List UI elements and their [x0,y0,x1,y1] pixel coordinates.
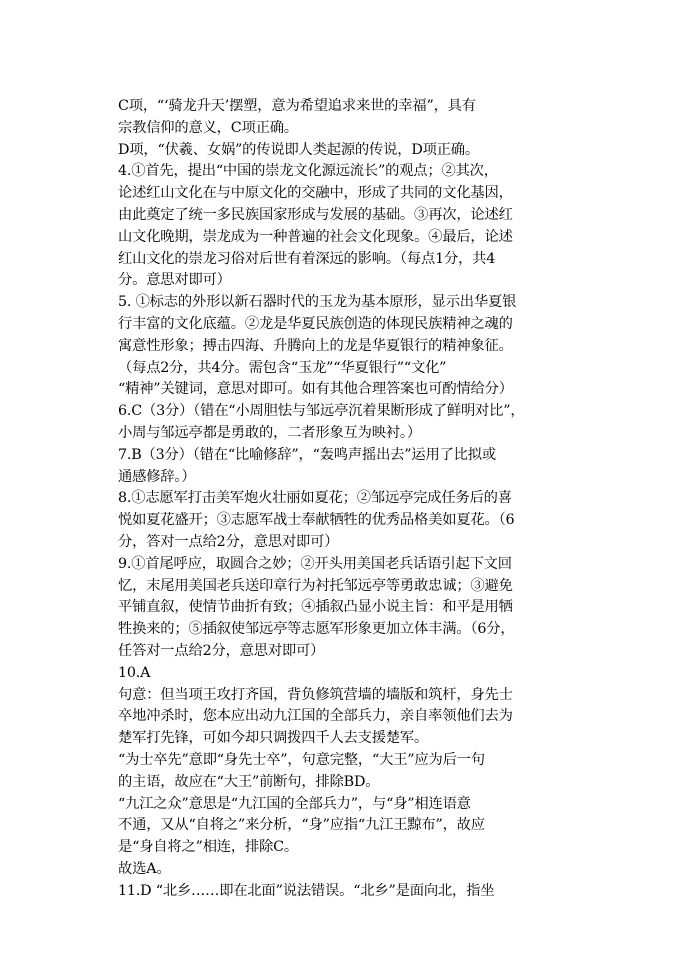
text-line: 小周与邹远亭都是勇敢的，二者形象互为映衬。） [118,424,421,441]
text-line: 分，答对一点给2分，意思对即可） [118,533,339,550]
text-line: 不通，又从“自将之”来分析，“身”应指“九江王黥布”，故应 [118,817,485,834]
text-line: 11.D “北乡……即在北面”说法错误。“北乡”是面向北，指坐 [118,882,495,899]
text-line: 5. ①标志的外形以新石器时代的玉龙为基本原形，显示出华夏银 [118,294,517,311]
text-line: C项，“‘骑龙升天’摆塑，意为希望追求来世的幸福”，具有 [118,98,476,114]
text-line: 任答对一点给2分，意思对即可） [118,642,325,659]
text-line: 4.①首先，提出“中国的崇龙文化源远流长”的观点；②其次， [118,163,498,180]
text-line: 宗教信仰的意义，C项正确。 [118,119,298,136]
text-line: 山文化晚期，崇龙成为一种普遍的社会文化现象。④最后，论述 [118,228,513,245]
text-line: 8.①志愿军打击美军炮火壮丽如夏花；②邹远亭完成任务后的喜 [118,490,512,507]
text-line: （每点2分，共4分。需包含“玉龙”“华夏银行”“文化” [118,359,447,376]
text-line: 10.A [118,664,151,681]
text-line: 忆，末尾用美国老兵送印章行为衬托邹远亭等勇敢忠诚；③避免 [118,577,513,594]
text-line: 的主语，故应在“大王”前断句，排除BD。 [118,773,380,790]
text-line: 故选A。 [118,860,171,877]
text-line: 通感修辞。） [118,468,196,485]
text-line: D项，“伏羲、女娲”的传说即人类起源的传说，D项正确。 [118,141,479,158]
text-line: 楚军打先锋，可如今却只调拨四千人去支援楚军。 [118,730,429,747]
text-line: 是“身自将之”相连，排除C。 [118,839,299,856]
text-line: “精神”关键词，意思对即可。如有其他合理答案也可酌情给分） [118,381,513,398]
text-line: 寓意性形象；搏击四海、升腾向上的龙是华夏银行的精神象征。 [118,337,513,354]
text-line: 红山文化的崇龙习俗对后世有着深远的影响。（每点1分，共4 [118,250,496,267]
text-line: 6.C（3分）（错在“小周胆怯与邹远亭沉着果断形成了鲜明对比”， [118,403,525,420]
text-line: “为士卒先”意即“身先士卒”，句意完整，“大王”应为后一句 [118,751,485,768]
text-line: 牲换来的；⑤插叙使邹远亭等志愿军形象更加立体丰满。（6分， [118,621,515,638]
text-line: “九江之众”意思是“九江国的全部兵力”，与“身”相连语意 [118,795,471,812]
text-line: 分。意思对即可） [118,272,231,289]
text-line: 论述红山文化在与中原文化的交融中，形成了共同的文化基因， [118,185,513,202]
text-line: 由此奠定了统一多民族国家形成与发展的基础。③再次，论述红 [118,206,513,223]
text-line: 7.B（3分）（错在“比喻修辞”，“轰鸣声摇出去”运用了比拟或 [118,446,496,463]
text-line: 卒地冲杀时，您本应出动九江国的全部兵力，亲自率领他们去为 [118,708,513,725]
text-line: 悦如夏花盛开；③志愿军战士奉献牺牲的优秀品格美如夏花。（6 [118,512,515,529]
text-line: 行丰富的文化底蕴。②龙是华夏民族创造的体现民族精神之魂的 [118,315,513,332]
text-line: 9.①首尾呼应，取圆合之妙；②开头用美国老兵话语引起下文回 [118,555,512,572]
answer-text-block [118,96,588,902]
text-line: 平铺直叙，使情节曲折有致；④插叙凸显小说主旨：和平是用牺 [118,599,513,616]
text-line: 句意：但当项王攻打齐国，背负修筑营墙的墙版和筑杆，身先士 [118,686,513,703]
